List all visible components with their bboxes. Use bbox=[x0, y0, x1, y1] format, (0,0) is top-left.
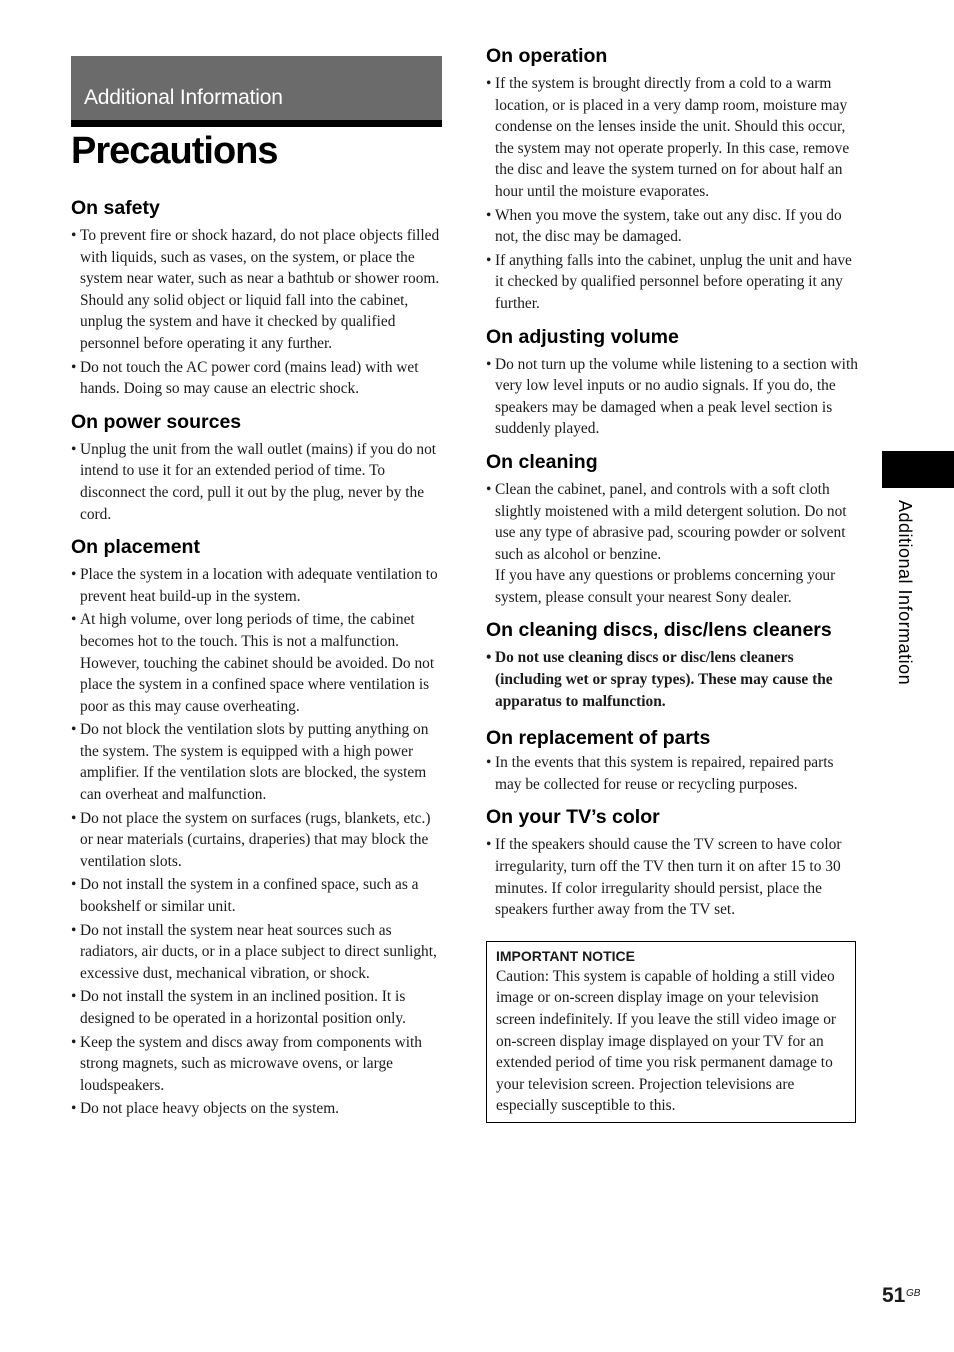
list-item bbox=[486, 479, 858, 609]
list-item: • At high volume, over long periods of time, the cabinet becomes hot to the touch. This is not a malfunction. However, touching the cabinet should be avoided. Do not place the system in a confined space where ventilation is poor as this may cause overheating. bbox=[71, 609, 443, 717]
section-on-cleaning-discs bbox=[486, 616, 858, 712]
section-heading: On operation bbox=[486, 45, 608, 67]
list-item: • Do not touch the AC power cord (mains lead) with wet hands. Doing so may cause an electric shock. bbox=[71, 357, 443, 400]
page-region-code: GB bbox=[906, 1288, 921, 1299]
bullet-list bbox=[486, 354, 858, 440]
list-item: • To prevent fire or shock hazard, do not place objects filled with liquids, such as vases, on the system, or place the system near water, such as near a bathtub or shower room. Should any solid object or liquid fall into the cabinet, unplug the system and have it checked by qualified personnel before operating it any further. bbox=[71, 225, 443, 355]
notice-title: IMPORTANT NOTICE bbox=[496, 947, 635, 964]
section-on-tv-color bbox=[486, 803, 858, 920]
section-on-safety bbox=[71, 194, 443, 400]
page-title: Precautions bbox=[71, 130, 278, 172]
bullet-list bbox=[486, 834, 858, 920]
list-item: • Do not install the system in a confined space, such as a bookshelf or similar unit. bbox=[71, 874, 443, 917]
list-item-followup: If you have any questions or problems concerning your system, please consult your nearest Sony dealer. bbox=[495, 567, 836, 606]
list-item: • Do not install the system near heat sources such as radiators, air ducts, or in a place subject to direct sunlight, excessive dust, mechanical vibration, or shock. bbox=[71, 920, 443, 985]
list-item: • When you move the system, take out any disc. If you do not, the disc may be damaged. bbox=[486, 205, 858, 248]
right-column bbox=[486, 42, 858, 1123]
section-heading: On cleaning bbox=[486, 450, 598, 473]
section-on-power-sources bbox=[71, 408, 443, 525]
section-on-replacement-of-parts bbox=[486, 724, 858, 795]
bullet-list bbox=[486, 752, 858, 795]
bullet-list bbox=[486, 479, 858, 609]
list-item: • If the system is brought directly from a cold to a warm location, or is placed in a very damp room, moisture may condense on the lenses inside the unit. Should this occur, the system may not operate properly. In this case, remove the disc and leave the system turned on for about half an hour until the moisture evaporates. bbox=[486, 73, 858, 203]
section-on-cleaning bbox=[486, 448, 858, 609]
bullet-list bbox=[71, 564, 443, 1120]
section-heading: On power sources bbox=[71, 410, 242, 433]
section-heading: On adjusting volume bbox=[486, 325, 679, 348]
bullet-list bbox=[486, 647, 858, 712]
list-item-text: • Clean the cabinet, panel, and controls with a soft cloth slightly moistened with a mild detergent solution. Do not use any type of abrasive pad, scouring powder or solvent such as alcohol or benzine. bbox=[495, 480, 847, 563]
list-item: • Unplug the unit from the wall outlet (mains) if you do not intend to use it for an extended period of time. To disconnect the cord, pull it out by the plug, never by the cord. bbox=[71, 439, 443, 525]
bullet-list bbox=[486, 73, 858, 315]
side-tab-label: Additional Information bbox=[895, 500, 915, 686]
page-number: 51 bbox=[882, 1284, 906, 1307]
section-on-operation bbox=[486, 42, 858, 315]
list-item: • Do not install the system in an inclined position. It is designed to be operated in a horizontal position only. bbox=[71, 986, 443, 1029]
section-on-placement bbox=[71, 533, 443, 1120]
bullet-list bbox=[71, 439, 443, 525]
section-label: Additional Information bbox=[84, 86, 283, 109]
left-column bbox=[71, 194, 443, 1128]
section-heading: On your TV’s color bbox=[486, 806, 660, 829]
section-heading: On safety bbox=[71, 197, 160, 219]
list-item: • If anything falls into the cabinet, unplug the unit and have it checked by qualified personnel before operating it any further. bbox=[486, 250, 858, 315]
notice-body: Caution: This system is capable of holding a still video image or on-screen display image on your television screen indefinitely. If you leave the still video image or on-screen display image displayed on your TV for an extended period of time you risk permanent damage to your television screen. Projection televisions are especially susceptible to this. bbox=[496, 967, 837, 1115]
section-heading: On replacement of parts bbox=[486, 727, 711, 750]
list-item: • Do not use cleaning discs or disc/lens cleaners (including wet or spray types). These may cause the apparatus to malfunction. bbox=[486, 647, 858, 712]
list-item: • Place the system in a location with adequate ventilation to prevent heat build-up in the system. bbox=[71, 564, 443, 607]
section-banner bbox=[71, 56, 442, 120]
list-item: • Do not block the ventilation slots by putting anything on the system. The system is equipped with a high power amplifier. If the ventilation slots are blocked, the system can overheat and malfunction. bbox=[71, 719, 443, 805]
bullet-list bbox=[71, 225, 443, 400]
section-on-adjusting-volume bbox=[486, 323, 858, 440]
important-notice-box bbox=[486, 941, 856, 1123]
section-heading: On cleaning discs, disc/lens cleaners bbox=[486, 619, 832, 642]
list-item: • Do not place heavy objects on the system. bbox=[71, 1098, 443, 1120]
list-item: • In the events that this system is repaired, repaired parts may be collected for reuse or recycling purposes. bbox=[486, 752, 858, 795]
list-item: • Do not place the system on surfaces (rugs, blankets, etc.) or near materials (curtains, draperies) that may block the ventilation slots. bbox=[71, 808, 443, 873]
list-item: • Keep the system and discs away from components with strong magnets, such as microwave ovens, or large loudspeakers. bbox=[71, 1032, 443, 1097]
banner-rule bbox=[71, 120, 442, 127]
list-item: • Do not turn up the volume while listening to a section with very low level inputs or no audio signals. If you do, the speakers may be damaged when a peak level section is suddenly played. bbox=[486, 354, 858, 440]
section-heading: On placement bbox=[71, 536, 200, 559]
list-item: • If the speakers should cause the TV screen to have color irregularity, turn off the TV then turn it on after 15 to 30 minutes. If color irregularity should persist, place the speakers further away from the TV set. bbox=[486, 834, 858, 920]
side-tab-marker bbox=[882, 451, 954, 488]
